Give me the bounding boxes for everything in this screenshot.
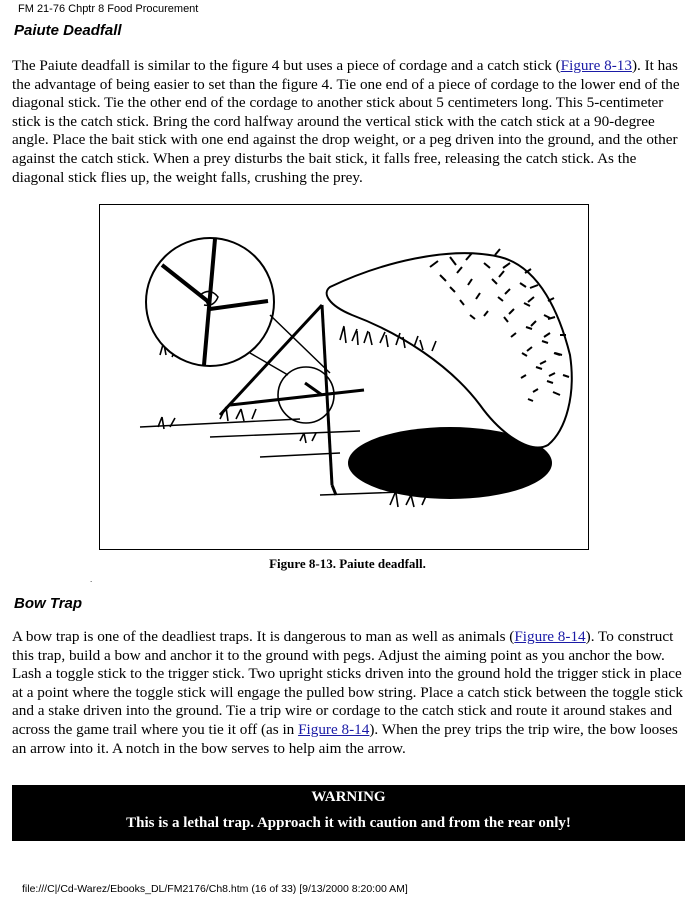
detail-pointer-line-2	[270, 315, 330, 373]
warning-message: This is a lethal trap. Approach it with caution and from the rear only!	[126, 815, 571, 831]
section-title-bow-trap: Bow Trap	[14, 595, 83, 612]
stray-mark: .	[90, 575, 93, 584]
bow-text-a: A bow trap is one of the deadliest traps. It is dangerous to man as well as animals (	[12, 628, 515, 645]
figure-8-13-link[interactable]: Figure 8-13	[560, 57, 632, 74]
figure-8-14-link-2[interactable]: Figure 8-14	[298, 720, 370, 738]
figure-8-14-link[interactable]: Figure 8-14	[514, 628, 586, 645]
figure-8-13-illustration	[99, 204, 589, 550]
bow-text-b: ). To construct this trap, build a bow and anchor it to the ground with pegs. Adjust the aiming point as you anchor the bow. Lash a toggle stick to the trigger stick. Two upright sticks driven into the ground hold the trigger stick in place at a point where the toggle stick will engage the pulled bow string. Place a catch stick between the toggle stick and a stake driven into the ground. Tie a trip wire or cordage to the catch stick and route it around stakes and across the game trail where you tie it off (as in	[12, 628, 684, 738]
drop-weight-rock	[327, 253, 572, 447]
paiute-text-b: ). It has the advantage of being easier to set than the figure 4. Tie one end of a piece of cordage to the lower end of the diagonal stick. Tie the other end of the cordage to another stick about 5 centimeters long. This 5-centimeter stick is the catch stick. Bring the cord halfway around the vertical stick with the catch stick at a 90-degree angle. Place the bait stick with one end against the drop weight, or a peg driven into the ground, and the other against the catch stick. When a prey disturbs the bait stick, it falls free, releasing the catch stick. As the diagonal stick flies up, the weight falls, crushing the prey.	[12, 57, 680, 186]
detail-pointer-line	[250, 353, 288, 375]
warning-title: WARNING	[311, 789, 386, 805]
page-header: FM 21-76 Chptr 8 Food Procurement	[18, 3, 199, 15]
bow-text-c: ). When the prey trips the trip wire, the bow looses an arrow into it. A notch in the bow serves to help aim the arrow.	[12, 720, 678, 757]
warning-box	[12, 785, 685, 841]
bow-trap-paragraph	[12, 628, 687, 758]
page-footer: file:///C|/Cd-Warez/Ebooks_DL/FM2176/Ch8.htm (16 of 33) [9/13/2000 8:20:00 AM]	[22, 883, 408, 895]
figure-caption: Figure 8-13. Paiute deadfall.	[269, 556, 426, 571]
paiute-deadfall-drawing	[100, 205, 587, 548]
paiute-text-a: The Paiute deadfall is similar to the figure 4 but uses a piece of cordage and a catch stick (	[12, 57, 561, 74]
paiute-paragraph	[12, 57, 687, 187]
section-title-paiute-deadfall: Paiute Deadfall	[14, 22, 122, 39]
